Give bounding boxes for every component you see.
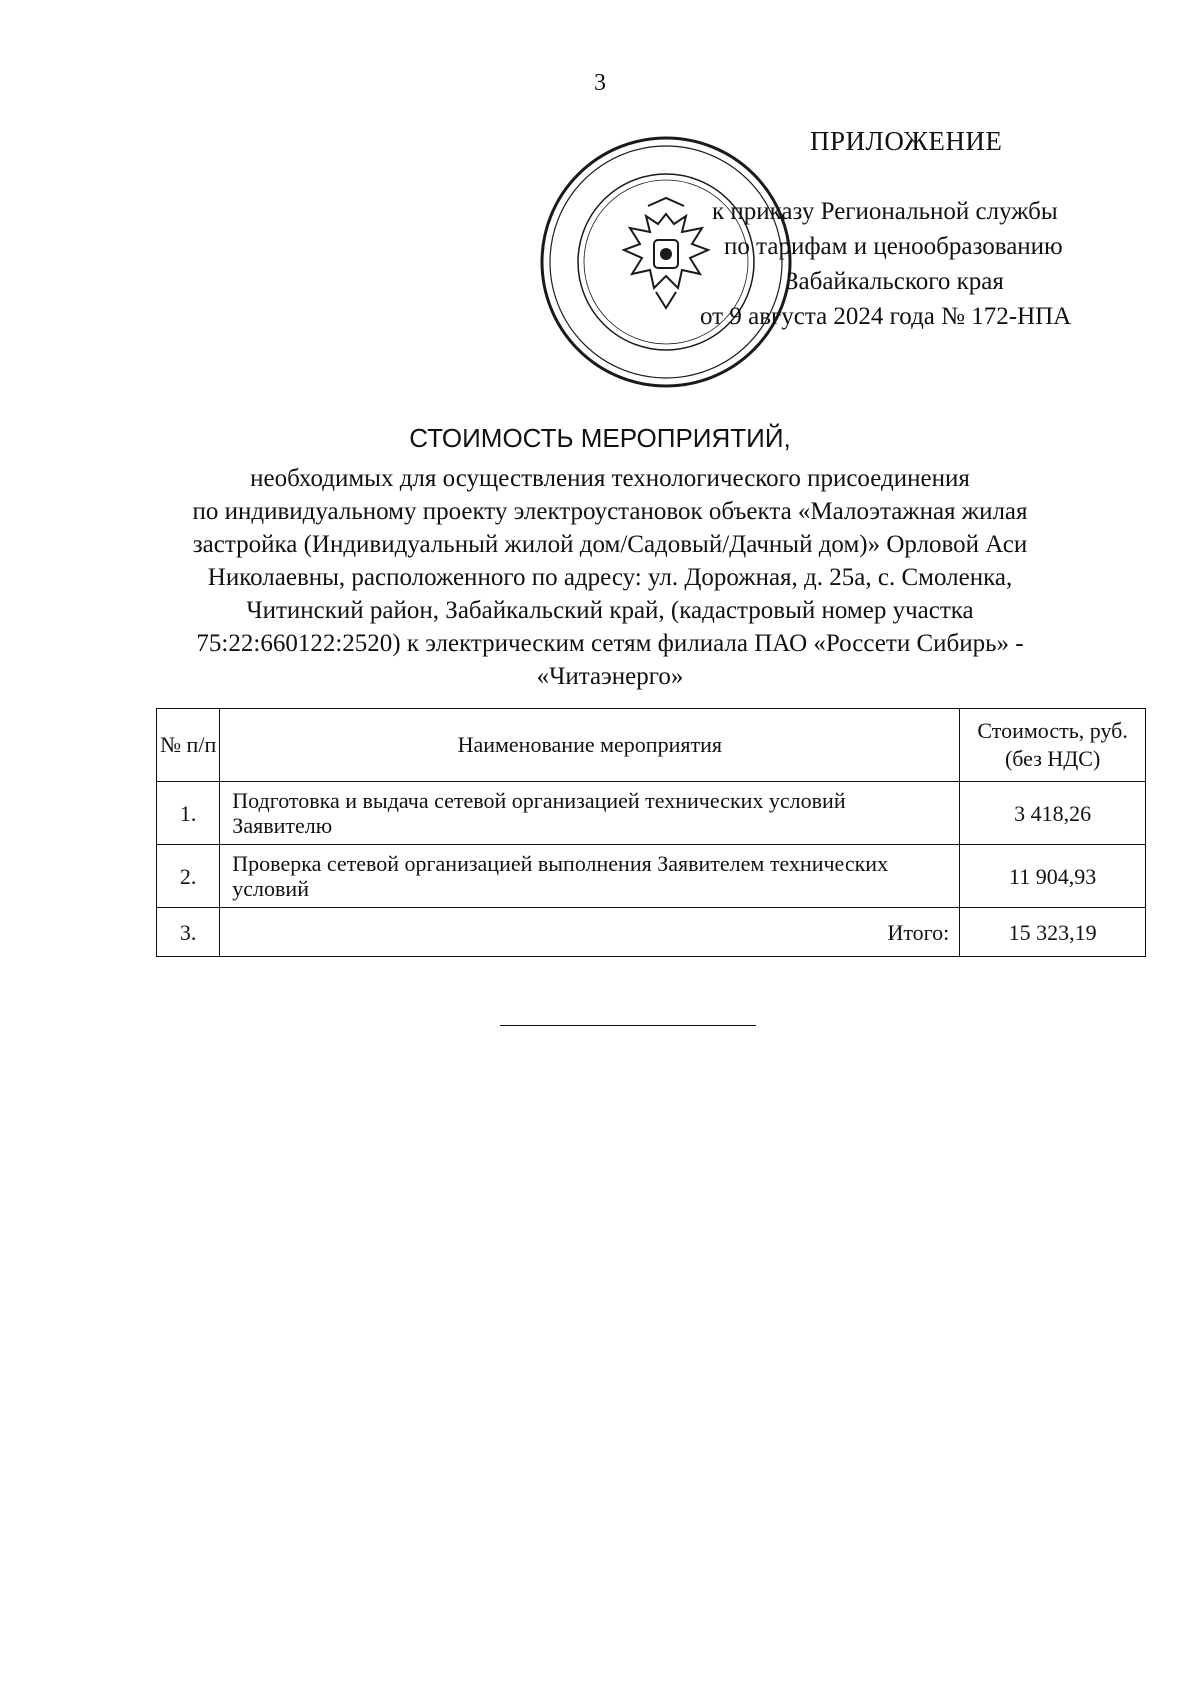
- total-cost: 15 323,19: [960, 908, 1146, 957]
- row-num: 1.: [157, 782, 220, 845]
- appendix-line: по тарифам и ценообразованию: [724, 233, 1063, 260]
- subtitle-line: Читинский район, Забайкальский край, (кадастровый номер участка: [246, 597, 974, 624]
- subtitle-line: необходимых для осуществления технологического присоединения: [250, 465, 970, 492]
- appendix-line: Забайкальского края: [786, 268, 1004, 295]
- header-num: № п/п: [157, 709, 220, 782]
- header-name: Наименование мероприятия: [220, 709, 960, 782]
- subtitle-line: «Читаэнерго»: [536, 663, 684, 690]
- appendix-reference: [700, 194, 1071, 334]
- row-cost: 11 904,93: [960, 845, 1146, 908]
- coat-of-arms-icon: [624, 198, 708, 308]
- table-total-row: [157, 908, 1146, 957]
- table-row: [157, 845, 1146, 908]
- table-header-row: [157, 709, 1146, 782]
- document-title: СТОИМОСТЬ МЕРОПРИЯТИЙ,: [409, 423, 791, 453]
- header-cost: Стоимость, руб. (без НДС): [960, 709, 1146, 782]
- page-number: 3: [594, 70, 606, 96]
- total-num: 3.: [157, 908, 220, 957]
- row-name: Подготовка и выдача сетевой организацией технических условий Заявителю: [220, 782, 960, 845]
- total-label: Итого:: [220, 908, 960, 957]
- bottom-divider: [500, 1025, 756, 1026]
- appendix-title: ПРИЛОЖЕНИЕ: [810, 126, 1003, 156]
- table-row: [157, 782, 1146, 845]
- cost-table: [156, 708, 1146, 957]
- subtitle-line: застройка (Индивидуальный жилой дом/Садовый/Дачный дом)» Орловой Аси: [192, 531, 1028, 558]
- row-name: Проверка сетевой организацией выполнения Заявителем технических условий: [220, 845, 960, 908]
- row-num: 2.: [157, 845, 220, 908]
- subtitle-line: 75:22:660122:2520) к электрическим сетям филиала ПАО «Россети Сибирь» -: [196, 630, 1024, 657]
- subtitle-line: Николаевны, расположенного по адресу: ул. Дорожная, д. 25а, с. Смоленка,: [207, 564, 1013, 591]
- appendix-line: к приказу Региональной службы: [712, 198, 1058, 225]
- row-cost: 3 418,26: [960, 782, 1146, 845]
- appendix-line: от 9 августа 2024 года № 172-НПА: [700, 303, 1072, 330]
- subtitle-line: по индивидуальному проекту электроустановок объекта «Малоэтажная жилая: [192, 498, 1028, 525]
- document-subtitle: [150, 462, 1070, 693]
